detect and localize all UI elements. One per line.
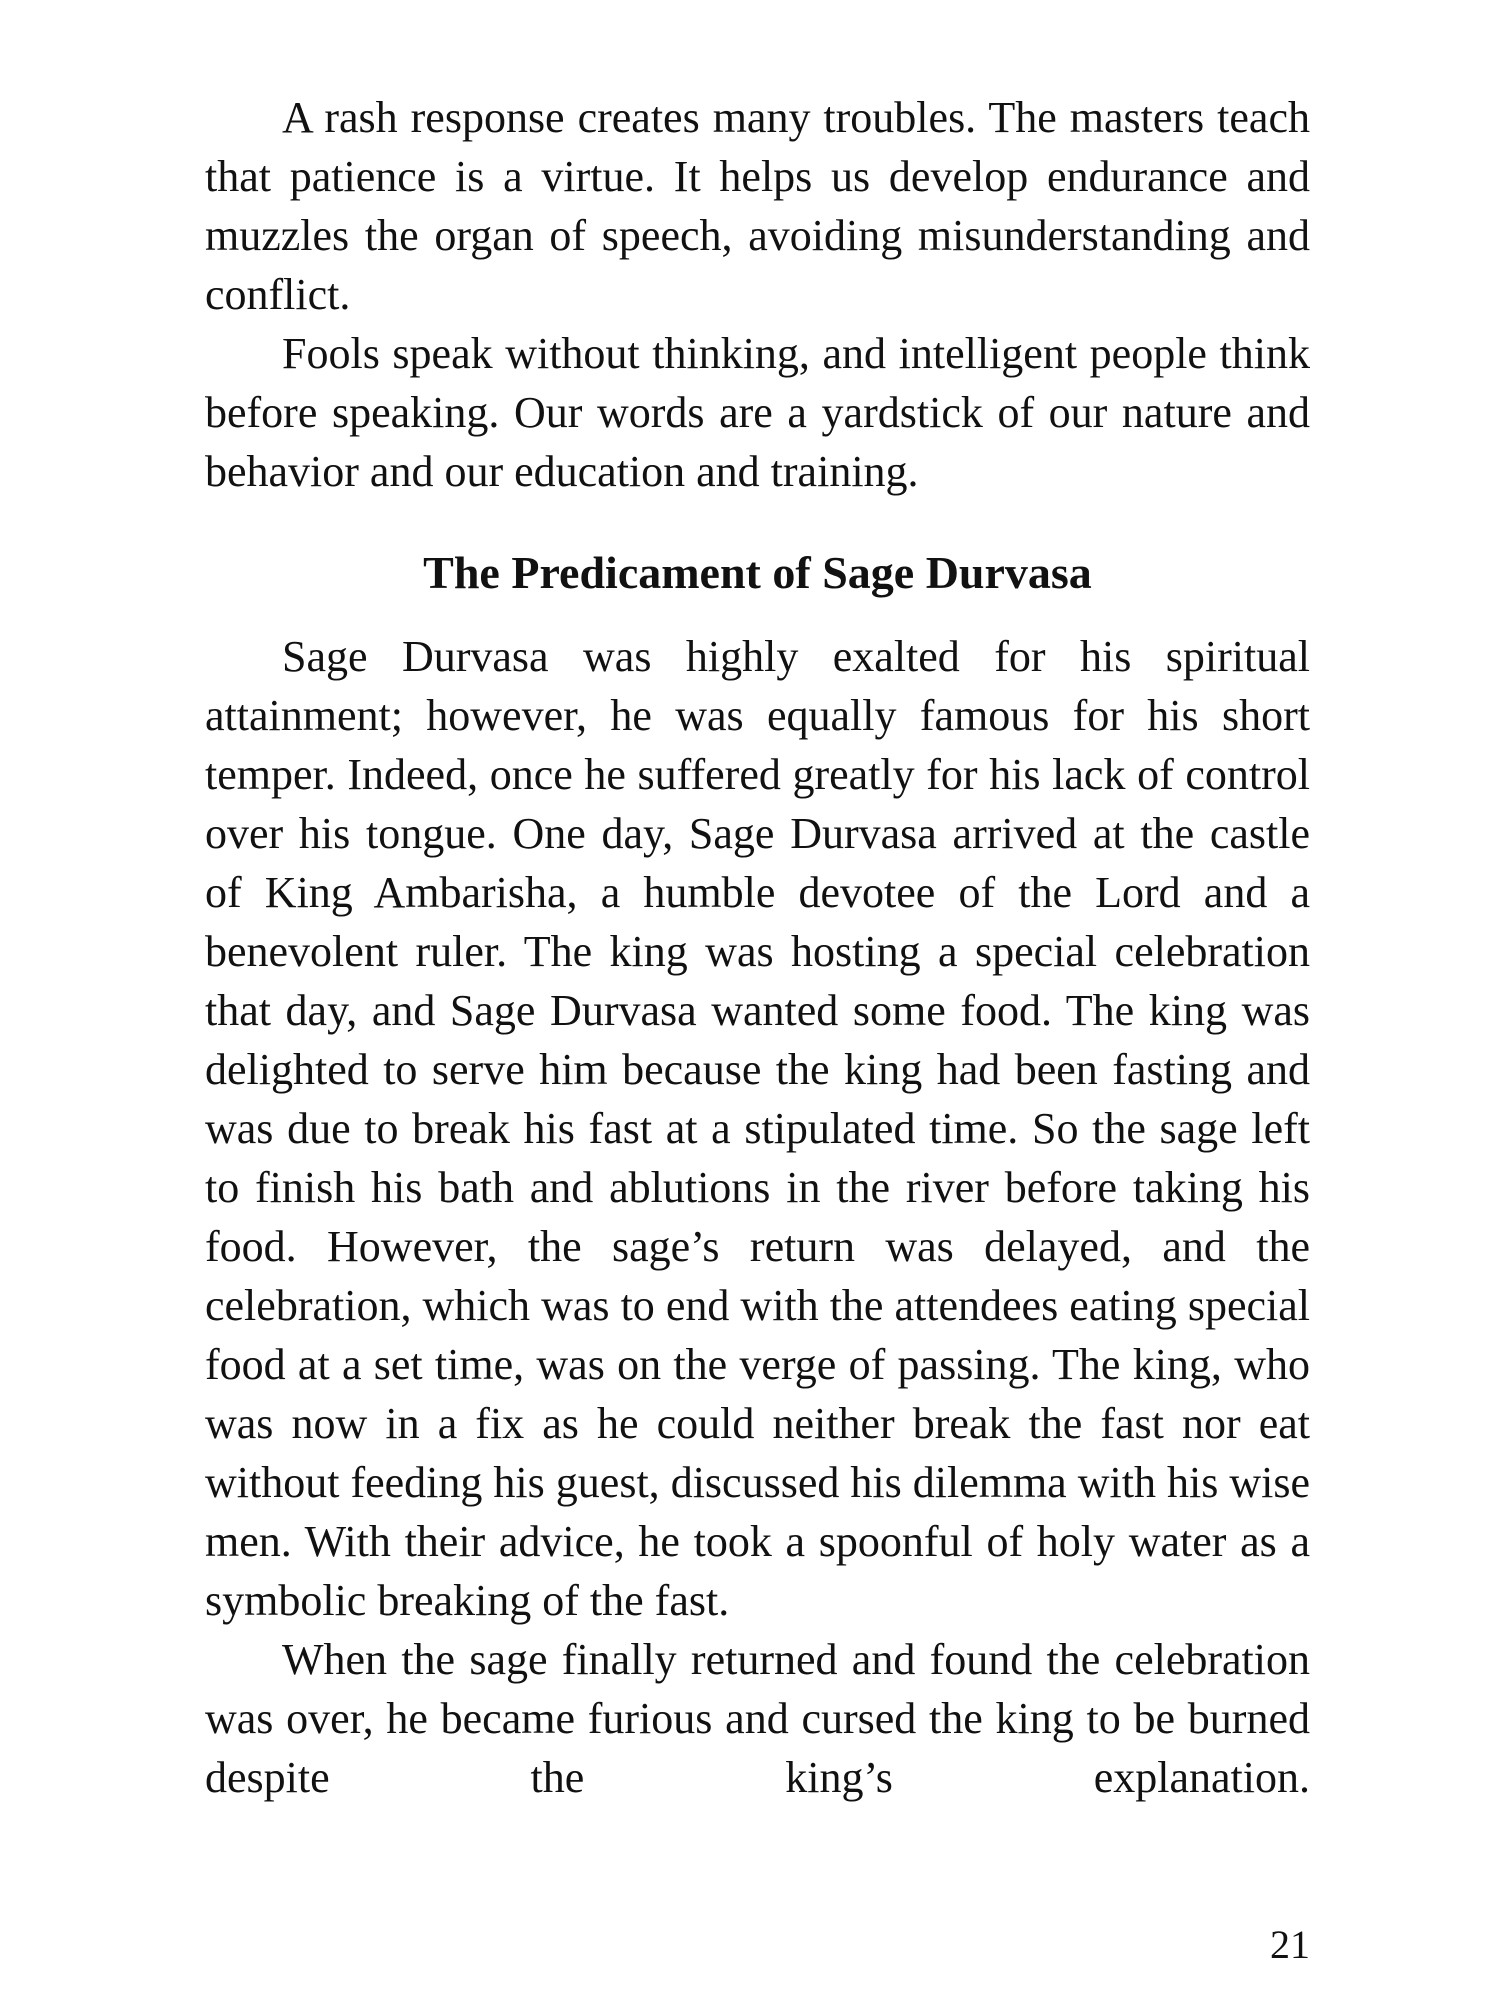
section-heading: The Predicament of Sage Durvasa xyxy=(423,547,1092,598)
page-body xyxy=(205,88,1310,1807)
paragraph-fools-speak: Fools speak without thinking, and intelligent people think before speaking. Our words are a yardstick of our nature and behavior and our education and training. xyxy=(205,329,1310,496)
paragraph-sage-returned: When the sage finally returned and found the celebration was over, he became furious and cursed the king to be burned despite the king’s explanation. xyxy=(205,1635,1310,1802)
paragraph-durvasa-story: Sage Durvasa was highly exalted for his spiritual attainment; however, he was equally famous for his short temper. Indeed, once he suffered greatly for his lack of control over his tongue. One day, Sage Durvasa arrived at the castle of King Ambarisha, a humble devotee of the Lord and a benevolent ruler. The king was hosting a special celebration that day, and Sage Durvasa wanted some food. The king was delighted to serve him because the king had been fasting and was due to break his fast at a stipulated time. So the sage left to finish his bath and ablutions in the river before taking his food. However, the sage’s return was delayed, and the celebration, which was to end with the attendees eating special food at a set time, was on the verge of passing. The king, who was now in a fix as he could neither break the fast nor eat without feeding his guest, discussed his dilemma with his wise men. With their advice, he took a spoonful of holy water as a symbolic breaking of the fast. xyxy=(205,632,1310,1625)
page-number: 21 xyxy=(1270,1922,1310,1967)
paragraph-patience: A rash response creates many troubles. The masters teach that patience is a virtue. It helps us develop endurance and muzzles the organ of speech, avoiding misunderstanding and conflict. xyxy=(205,93,1310,319)
